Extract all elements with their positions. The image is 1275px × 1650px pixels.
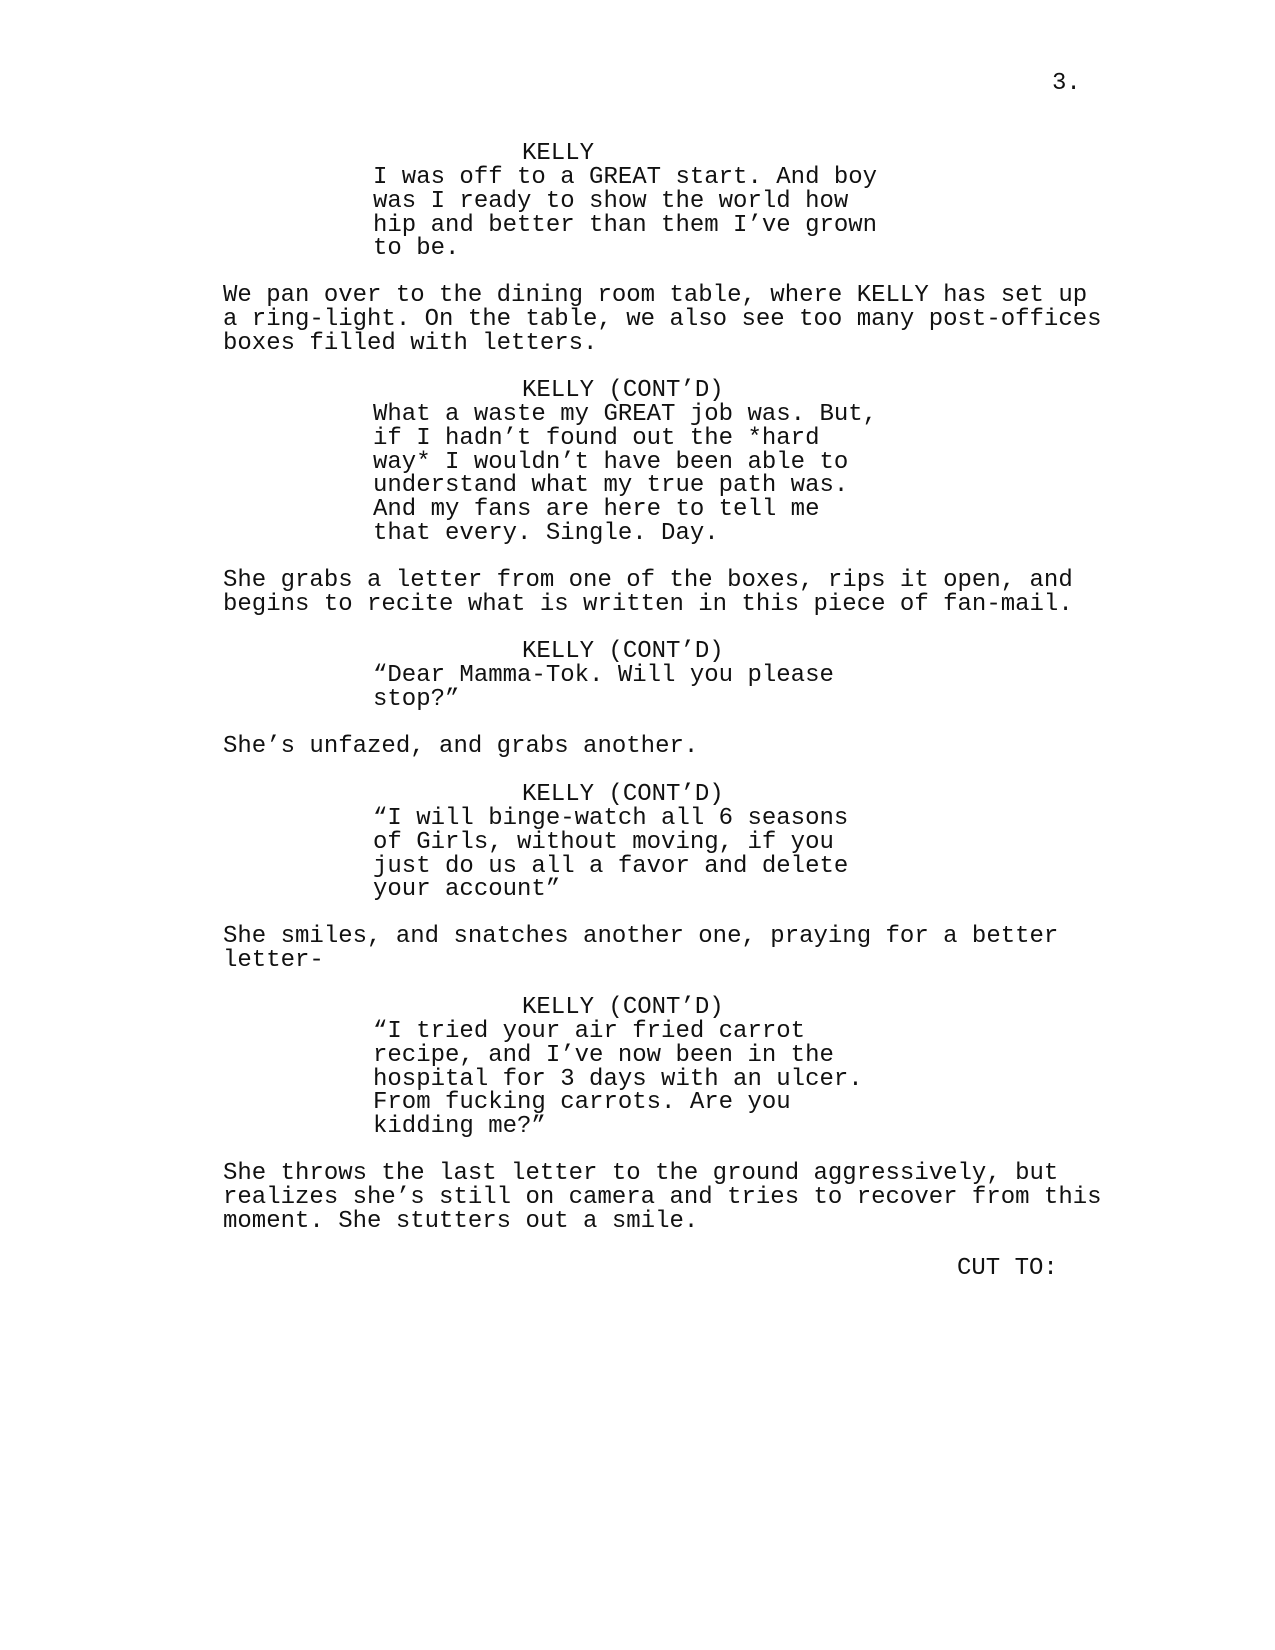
action-line: She throws the last letter to the ground aggressively, but [223,1160,1059,1187]
dialogue-line: From fucking carrots. Are you [373,1089,791,1117]
action-line: She grabs a letter from one of the boxes, rips it open, and [223,567,1073,594]
action-line: a ring-light. On the table, we also see too many post-offices [223,305,1102,333]
dialogue-line: “I will binge-watch all 6 seasons [373,805,849,832]
character-cue: KELLY (CONT’D) [522,377,724,404]
dialogue-line: that every. Single. Day. [373,520,719,547]
dialogue-line: What a waste my GREAT job was. But, [373,401,878,428]
dialogue-line: hip and better than them I’ve grown [373,211,878,239]
character-cue: KELLY (CONT’D) [522,781,724,808]
dialogue-line: understand what my true path was. [373,472,849,500]
action-line: moment. She stutters out a smile. [223,1207,699,1235]
dialogue-line: I was off to a GREAT start. And boy [373,164,878,191]
dialogue-line: “Dear Mamma-Tok. Will you please [373,662,834,689]
dialogue-line: And my fans are here to tell me [373,496,820,524]
action-line: boxes filled with letters. [223,329,598,357]
dialogue-line: hospital for 3 days with an ulcer. [373,1065,863,1093]
character-cue: KELLY (CONT’D) [522,638,724,665]
action-line: We pan over to the dining room table, where KELLY has set up [223,282,1088,309]
dialogue-line: way* I wouldn’t have been able to [373,448,849,476]
action-line: She smiles, and snatches another one, praying for a better [223,923,1059,950]
dialogue-line: your account” [373,876,561,904]
transition: CUT TO: [957,1255,1058,1282]
dialogue-line: if I hadn’t found out the *hard [373,424,820,452]
dialogue-line: recipe, and I’ve now been in the [373,1041,834,1069]
page-number: 3. [1052,70,1081,97]
action-line: begins to recite what is written in this piece of fan-mail. [223,590,1073,618]
dialogue-line: to be. [373,235,460,263]
action-line: realizes she’s still on camera and tries to recover from this [223,1183,1102,1211]
dialogue-line: just do us all a favor and delete [373,852,849,880]
dialogue-line: of Girls, without moving, if you [373,828,834,856]
character-cue: KELLY [522,140,595,167]
dialogue-line: “I tried your air fried carrot [373,1018,806,1045]
character-cue: KELLY (CONT’D) [522,994,724,1021]
dialogue-line: stop?” [373,685,460,713]
action-line: She’s unfazed, and grabs another. [223,733,699,760]
dialogue-line: was I ready to show the world how [373,187,849,215]
dialogue-line: kidding me?” [373,1113,546,1141]
action-line: letter- [223,946,324,974]
